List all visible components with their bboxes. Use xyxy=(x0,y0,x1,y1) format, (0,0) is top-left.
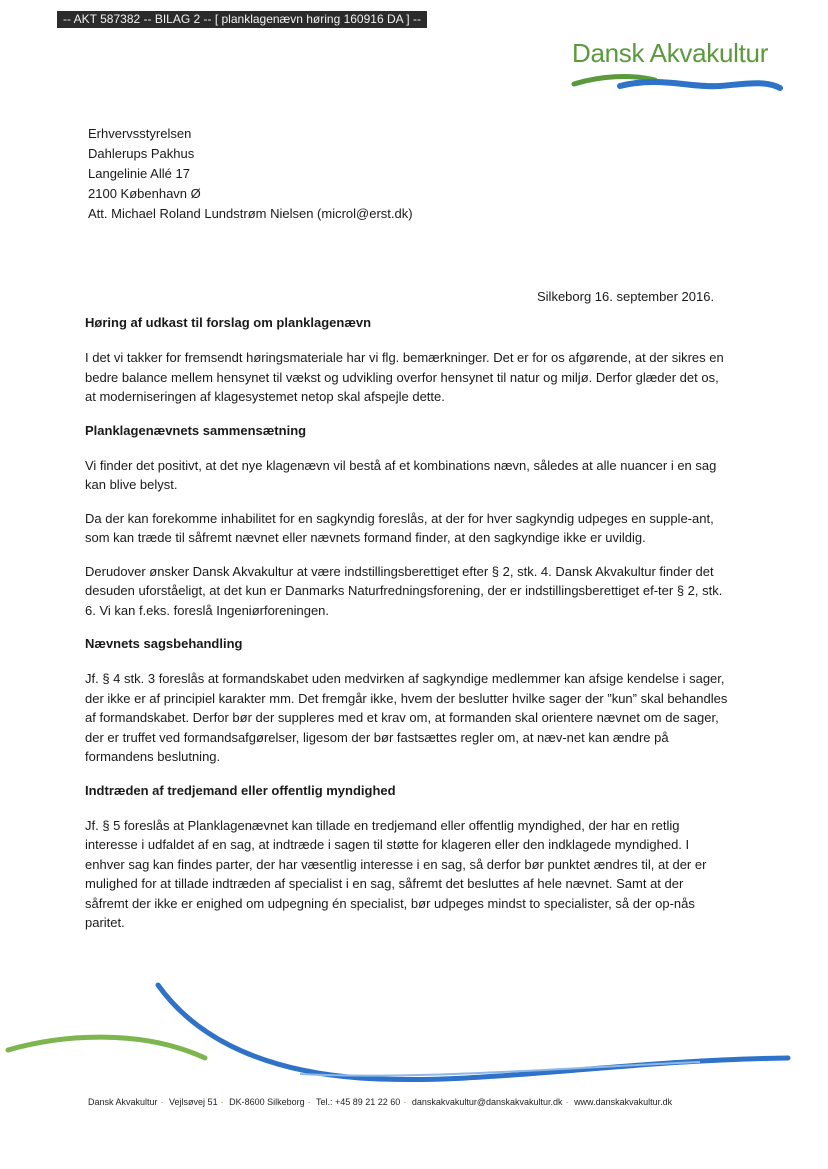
address-line: Att. Michael Roland Lundstrøm Nielsen (microl@erst.dk) xyxy=(88,206,413,221)
footer-email[interactable]: danskakvakultur@danskakvakultur.dk xyxy=(411,1097,563,1107)
address-line: Langelinie Allé 17 xyxy=(88,166,190,181)
paragraph: Derudover ønsker Dansk Akvakultur at være indstillingsberettiget efter § 2, stk. 4. Dansk Akvakultur finder det desuden uforståeligt, at det kun er Danmarks Naturfredningsforening, der er indstillingsberettiget ef-ter § 2, stk. 6. Vi kan f.eks. foreslå Ingeniørforeningen. xyxy=(85,563,723,618)
logo-text: Dansk Akvakultur xyxy=(572,38,769,68)
date-line: Silkeborg 16. september 2016. xyxy=(537,289,715,304)
footer-contact: Dansk Akvakultur · Vejlsøvej 51 · DK-8600 Silkeborg · Tel.: +45 89 21 22 60 · danskakvakultur@danskakvakultur.dk · www.danskakvakultur.dk xyxy=(88,1097,673,1107)
section-heading: Nævnets sagsbehandling xyxy=(85,636,243,651)
logo xyxy=(560,36,790,106)
footer-street: Vejlsøvej 51 xyxy=(169,1097,218,1107)
letter-body xyxy=(85,313,730,947)
address-line: Erhvervsstyrelsen xyxy=(88,126,192,141)
paragraph: Jf. § 5 foreslås at Planklagenævnet kan tillade en tredjemand eller offentlig myndighed, der har en retlig interesse i udfaldet af en sag, at indtræde i sagen til støtte for klageren eller den indklagede myndighed. I enhver sag kan findes parter, der har væsentlig interesse i en sag, så derfor bør punktet ændres til, at der er mulighed for at tillade indtræden af specialist i en sag, såfremt det besluttes af hele nævnet. Samt at der såfremt der ikke er enighed om udpegning én specialist, bør udpeges mindst to specialister, så der op-nås paritet. xyxy=(85,817,707,930)
footer-wave-icon xyxy=(0,970,828,1100)
footer-web[interactable]: www.danskakvakultur.dk xyxy=(574,1097,673,1107)
paragraph: Jf. § 4 stk. 3 foreslås at formandskabet uden medvirken af sagkyndige medlemmer kan afsige kendelse i sager, der ikke er af principiel karakter mm. Det fremgår ikke, hvem der beslutter hvilke sager der ”kun” skal behandles af formandskabet. Derfor bør der suppleres med et krav om, at formanden skal orientere nævnet om de sager, der er truffet ved formandsafgørelser, ligesom der bør fastsættes regler om, at næv-net kan ændre på formandens beslutning. xyxy=(85,671,728,764)
section-heading: Planklagenævnets sammensætning xyxy=(85,422,307,438)
footer-phone: Tel.: +45 89 21 22 60 xyxy=(315,1097,401,1107)
paragraph: Da der kan forekomme inhabilitet for en sagkyndig foreslås, at der for hver sagkyndig udpeges en supple-ant, som kan træde til såfremt nævnet eller nævnets formand finder, at den sagkyndige ikke er uvildig. xyxy=(85,510,714,545)
footer-org: Dansk Akvakultur xyxy=(88,1097,158,1107)
footer-city: DK-8600 Silkeborg xyxy=(229,1097,305,1107)
section-heading: Høring af udkast til forslag om planklagenævn xyxy=(85,315,372,330)
paragraph: Vi finder det positivt, at det nye klagenævn vil bestå af et kombinations nævn, således at alle nuancer i en sag kan blive belyst. xyxy=(85,457,717,492)
section-heading: Indtræden af tredjemand eller offentlig myndighed xyxy=(85,782,396,798)
paragraph: I det vi takker for fremsendt høringsmateriale har vi flg. bemærkninger. Det er for os afgørende, at der sikres en bedre balance mellem hensynet til vækst og udvikling overfor hensynet til natur og miljø. Derfor glæder det os, at moderniseringen af klagesystemet netop skal afspejle dette. xyxy=(85,350,724,404)
address-line: 2100 København Ø xyxy=(88,186,201,201)
recipient-address xyxy=(88,124,413,224)
address-line: Dahlerups Pakhus xyxy=(88,146,195,161)
archive-stamp: -- AKT 587382 -- BILAG 2 -- [ planklagenævn høring 160916 DA ] -- xyxy=(57,11,427,28)
